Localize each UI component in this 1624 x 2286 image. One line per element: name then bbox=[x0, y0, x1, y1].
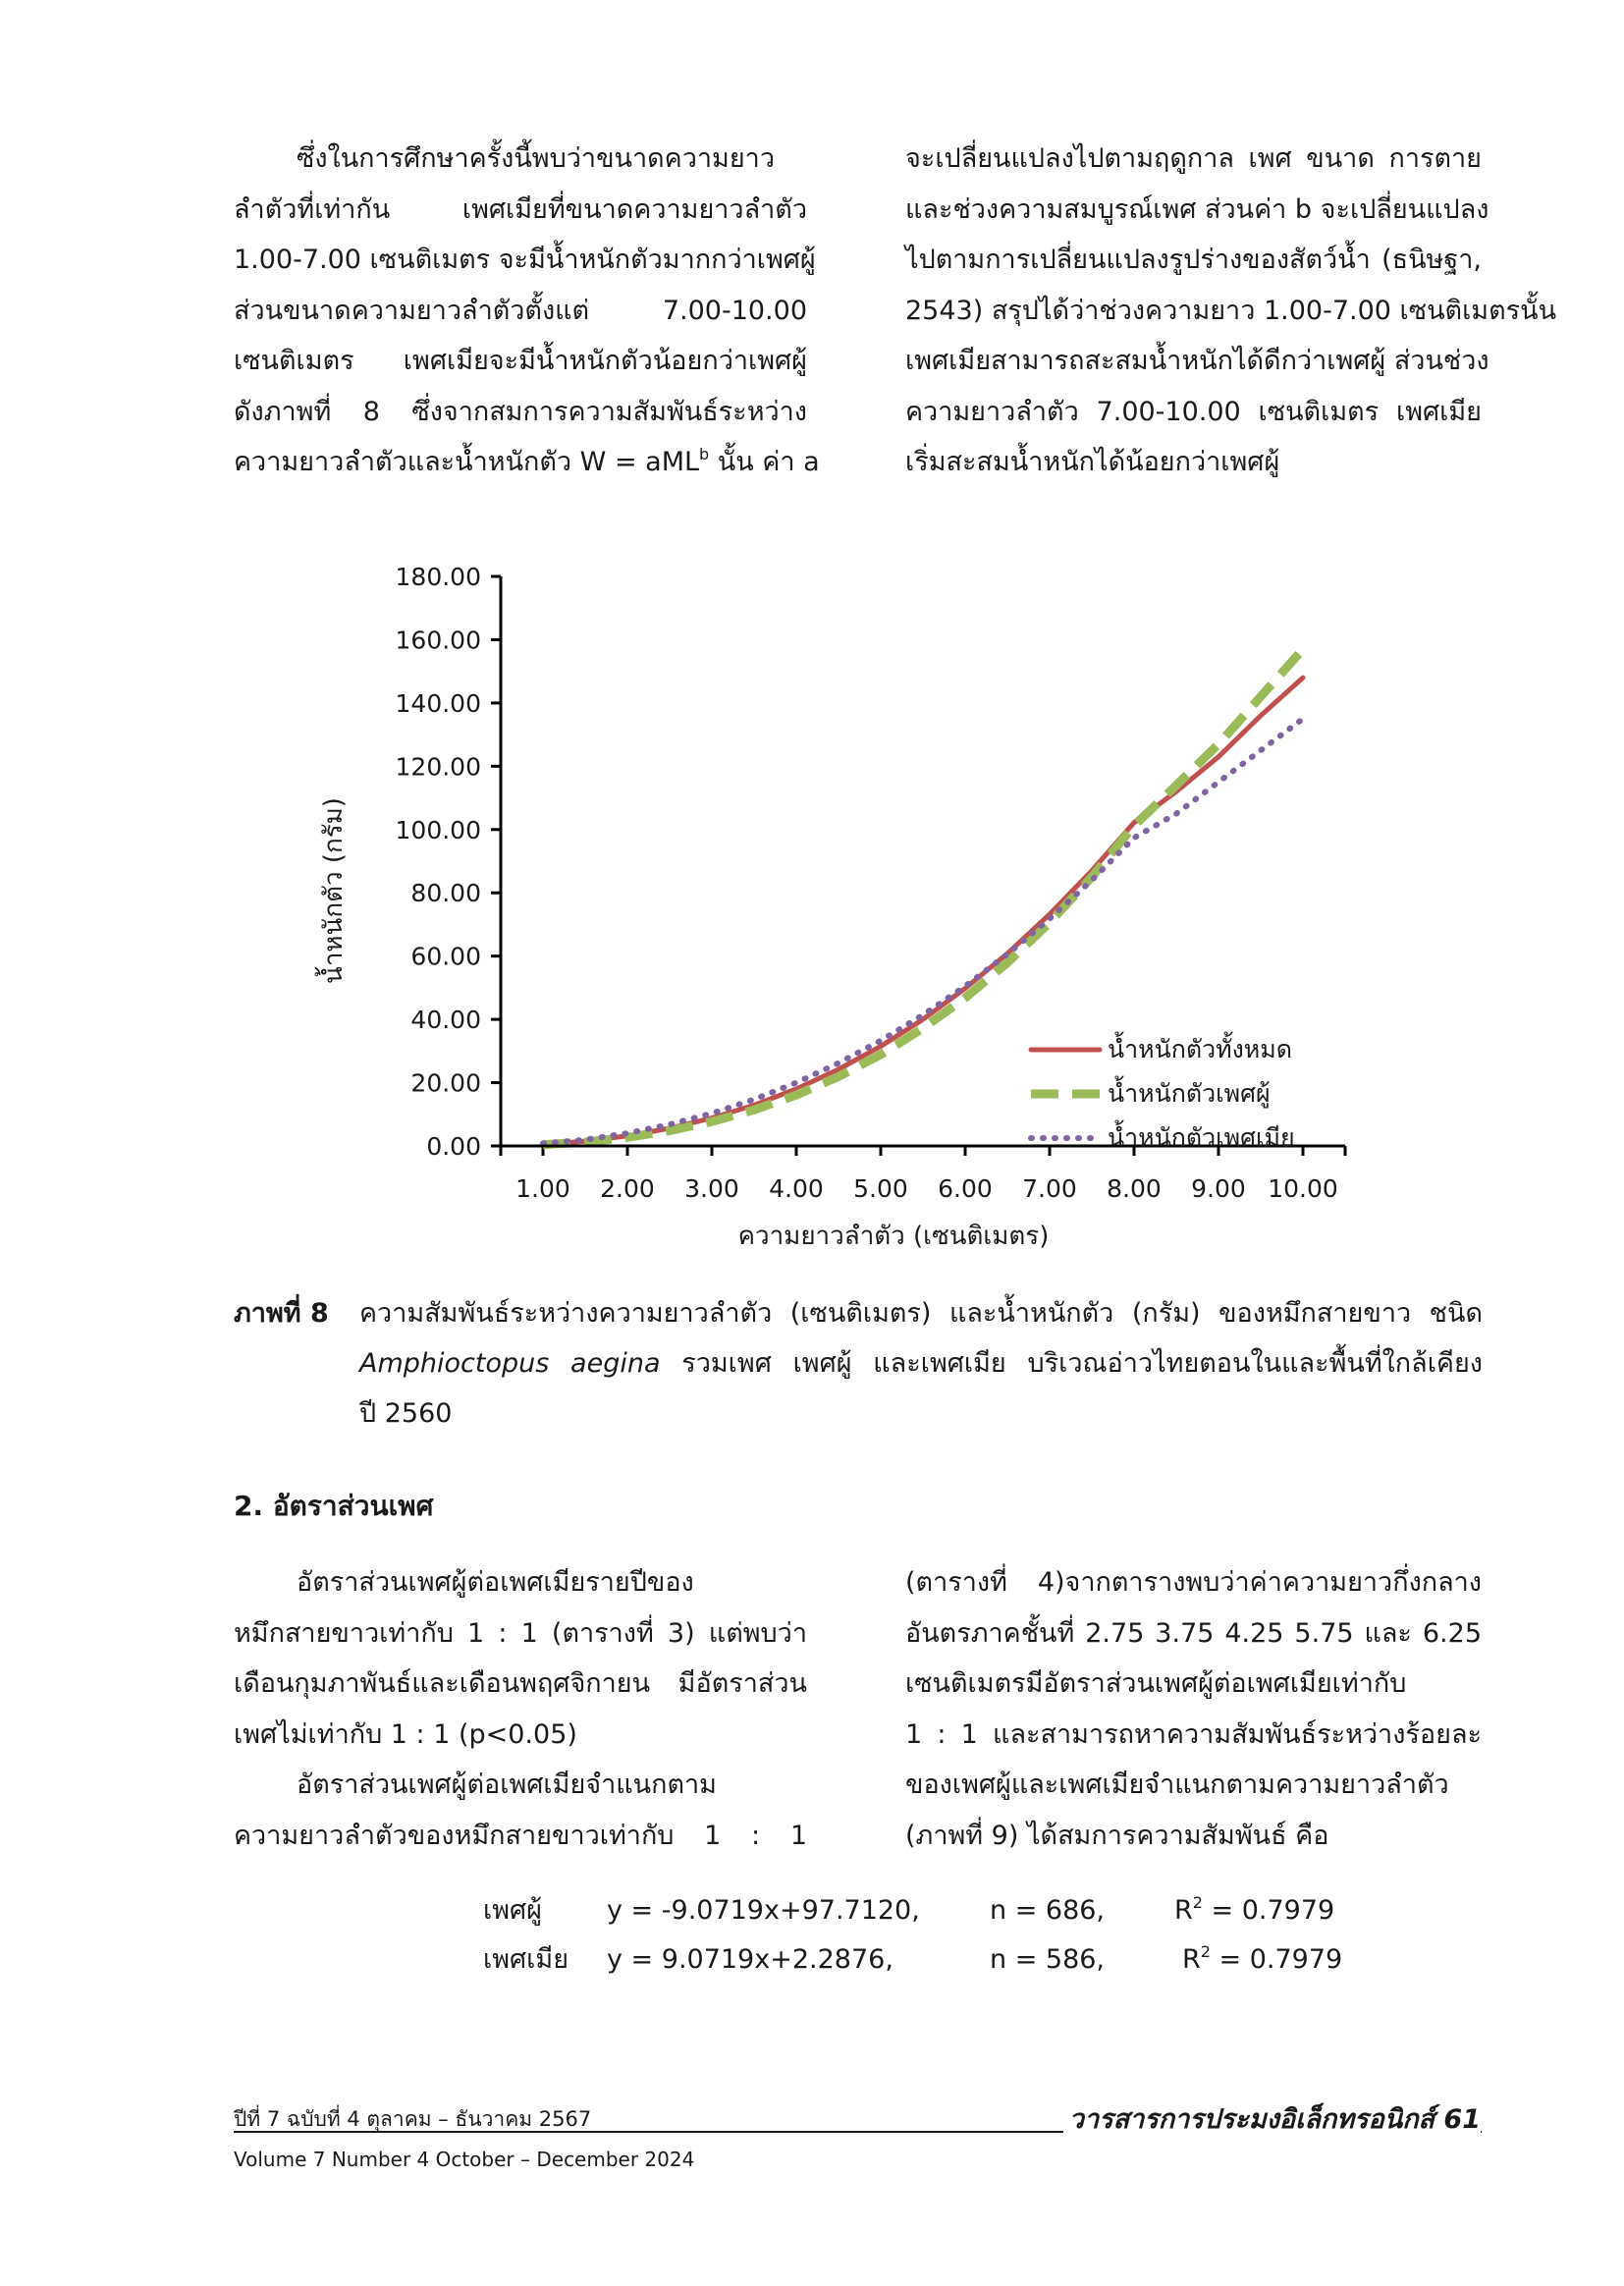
superscript: 2 bbox=[1200, 1942, 1211, 1961]
text-line: จะเปลี่ยนแปลงไปตามฤดูกาล เพศ ขนาด การตาย bbox=[905, 143, 1482, 174]
text-line-equation bbox=[234, 437, 820, 488]
superscript: 2 bbox=[1192, 1893, 1203, 1912]
y-tick-label: 40.00 bbox=[410, 1006, 481, 1035]
caption-line: ปี 2560 bbox=[359, 1398, 453, 1429]
r2-value: = 0.7979 bbox=[1210, 1944, 1343, 1975]
text-fragment: ความยาวลำตัวและน้ำหนักตัว W = aML bbox=[234, 447, 700, 477]
superscript: b bbox=[699, 445, 710, 463]
y-tick-label: 100.00 bbox=[395, 815, 481, 844]
y-axis-label: น้ำหนักตัว (กรัม) bbox=[319, 797, 349, 984]
r2-symbol: R bbox=[1174, 1895, 1193, 1926]
footer-volume: Volume 7 Number 4 October – December 2024 bbox=[234, 2148, 695, 2171]
paragraph-left-bottom bbox=[234, 1557, 807, 1861]
x-tick-label: 9.00 bbox=[1191, 1174, 1246, 1203]
x-tick-label: 3.00 bbox=[684, 1174, 739, 1203]
text-line: ความยาวลำตัว 7.00-10.00 เซนติเมตร เพศเมีย bbox=[905, 396, 1482, 427]
y-tick-label: 180.00 bbox=[395, 563, 481, 591]
equation-formula: y = 9.0719x+2.2876, bbox=[607, 1944, 893, 1975]
species-name: Amphioctopus aegina bbox=[359, 1348, 661, 1379]
y-tick-label: 140.00 bbox=[395, 688, 481, 718]
text-line: ความยาวลำตัวของหมึกสายขาวเท่ากับ 1 : 1 bbox=[234, 1820, 807, 1851]
text-line: ส่วนขนาดความยาวลำตัวตั้งแต่ 7.00-10.00 bbox=[234, 295, 807, 326]
text-line: ซึ่งในการศึกษาครั้งนี้พบว่าขนาดความยาว bbox=[297, 143, 776, 174]
equation-r2 bbox=[1174, 1885, 1334, 1936]
x-tick-label: 7.00 bbox=[1022, 1174, 1077, 1203]
legend-label: น้ำหนักตัวเพศผู้ bbox=[1108, 1079, 1271, 1108]
series-layer bbox=[543, 649, 1303, 1145]
text-line: ของเพศผู้และเพศเมียจำแนกตามความยาวลำตัว bbox=[905, 1769, 1449, 1800]
y-tick-label: 60.00 bbox=[410, 942, 481, 971]
text-line: เริ่มสะสมน้ำหนักได้น้อยกว่าเพศผู้ bbox=[905, 447, 1280, 477]
y-tick-label: 120.00 bbox=[395, 752, 481, 782]
series-line-1 bbox=[543, 649, 1303, 1145]
caption-text: รวมเพศ เพศผู้ และเพศเมีย บริเวณอ่าวไทยตอนในและพื้นที่ใกล้เคียง bbox=[660, 1348, 1483, 1379]
equation-label: เพศเมีย bbox=[483, 1944, 569, 1975]
paragraph-left-top bbox=[234, 134, 820, 488]
y-tick-label: 0.00 bbox=[426, 1132, 481, 1161]
text-line: เพศเมียสามารถสะสมน้ำหนักได้ดีกว่าเพศผู้ ส่วนช่วง bbox=[905, 346, 1489, 376]
text-line: อัตราส่วนเพศผู้ต่อเพศเมียจำแนกตาม bbox=[297, 1769, 717, 1800]
caption-line: ความสัมพันธ์ระหว่างความยาวลำตัว (เซนติเมตร) และน้ำหนักตัว (กรัม) ของหมึกสายขาว ชนิด bbox=[359, 1298, 1483, 1329]
text-line: หมึกสายขาวเท่ากับ 1 : 1 (ตารางที่ 3) แต่พบว่า bbox=[234, 1617, 807, 1649]
equation-r2 bbox=[1182, 1934, 1342, 1986]
paragraph-right-top bbox=[905, 134, 1557, 488]
x-tick-label: 2.00 bbox=[600, 1174, 655, 1203]
x-tick-label: 1.00 bbox=[515, 1174, 570, 1203]
equation-n: n = 586, bbox=[990, 1944, 1106, 1975]
section-heading: 2. อัตราส่วนเพศ bbox=[234, 1490, 434, 1522]
x-tick-label: 5.00 bbox=[853, 1174, 908, 1203]
series-line-0 bbox=[543, 678, 1303, 1144]
footer-journal-title: วารสารการประมงอิเล็กทรอนิกส์ 61 bbox=[1063, 2097, 1481, 2140]
footer-issue: ปีที่ 7 ฉบับที่ 4 ตุลาคม – ธันวาคม 2567 bbox=[234, 2107, 592, 2131]
y-tick-label: 160.00 bbox=[395, 626, 481, 655]
text-line: ลำตัวที่เท่ากัน เพศเมียที่ขนาดความยาวลำตัว bbox=[234, 193, 807, 225]
text-fragment: นั้น ค่า a bbox=[709, 447, 820, 477]
x-tick-label: 10.00 bbox=[1268, 1174, 1338, 1203]
x-axis-ticks bbox=[501, 1146, 1345, 1203]
x-tick-label: 4.00 bbox=[769, 1174, 824, 1203]
chart-legend bbox=[1031, 1031, 1295, 1152]
text-line: ไปตามการเปลี่ยนแปลงรูปร่างของสัตว์น้ำ (ธนิษฐา, bbox=[905, 245, 1482, 275]
equation-label: เพศผู้ bbox=[483, 1895, 542, 1926]
y-tick-label: 80.00 bbox=[410, 879, 481, 908]
r2-symbol: R bbox=[1182, 1944, 1201, 1975]
x-tick-label: 6.00 bbox=[938, 1174, 993, 1203]
text-line: (ตารางที่ 4)จากตารางพบว่าค่าความยาวกึ่งกลาง bbox=[905, 1567, 1482, 1598]
x-axis-label: ความยาวลำตัว (เซนติเมตร) bbox=[737, 1222, 1050, 1251]
text-line: เพศไม่เท่ากับ 1 : 1 (p<0.05) bbox=[234, 1718, 577, 1750]
caption-line bbox=[359, 1338, 1483, 1388]
legend-label: น้ำหนักตัวเพศเมีย bbox=[1108, 1123, 1295, 1152]
equation-row-male bbox=[0, 1885, 1624, 1936]
y-axis-ticks bbox=[396, 563, 501, 1161]
caption-label: ภาพที่ 8 bbox=[234, 1298, 329, 1329]
legend-label: น้ำหนักตัวทั้งหมด bbox=[1108, 1035, 1292, 1063]
equation-n: n = 686, bbox=[990, 1895, 1106, 1926]
equation-row-female bbox=[0, 1934, 1624, 1986]
y-tick-label: 20.00 bbox=[410, 1068, 481, 1098]
text-line: อัตราส่วนเพศผู้ต่อเพศเมียรายปีของ bbox=[297, 1567, 694, 1598]
equation-formula: y = -9.0719x+97.7120, bbox=[607, 1895, 920, 1926]
figure-caption bbox=[234, 1288, 1483, 1439]
weight-length-chart bbox=[275, 545, 1375, 1252]
text-line: เซนติเมตร เพศเมียจะมีน้ำหนักตัวน้อยกว่าเพศผู้ bbox=[234, 346, 807, 376]
text-line: อันตรภาคชั้นที่ 2.75 3.75 4.25 5.75 และ 6.25 bbox=[905, 1617, 1482, 1649]
text-line: เดือนกุมภาพันธ์และเดือนพฤศจิกายน มีอัตราส่วน bbox=[234, 1668, 807, 1699]
text-line: และช่วงความสมบูรณ์เพศ ส่วนค่า b จะเปลี่ยนแปลง bbox=[905, 193, 1489, 225]
paragraph-right-bottom bbox=[905, 1557, 1482, 1861]
text-line: 1.00-7.00 เซนติเมตร จะมีน้ำหนักตัวมากกว่าเพศผู้ bbox=[234, 245, 816, 275]
x-tick-label: 8.00 bbox=[1107, 1174, 1162, 1203]
r2-value: = 0.7979 bbox=[1202, 1895, 1335, 1926]
text-line: 2543) สรุปได้ว่าช่วงความยาว 1.00-7.00 เซนติเมตรนั้น bbox=[905, 295, 1557, 326]
text-line: (ภาพที่ 9) ได้สมการความสัมพันธ์ คือ bbox=[905, 1820, 1329, 1851]
text-line: 1 : 1 และสามารถหาความสัมพันธ์ระหว่างร้อยละ bbox=[905, 1718, 1482, 1750]
footer-divider bbox=[234, 2131, 1113, 2133]
text-line: เซนติเมตรมีอัตราส่วนเพศผู้ต่อเพศเมียเท่ากับ bbox=[905, 1668, 1407, 1699]
text-line: ดังภาพที่ 8 ซึ่งจากสมการความสัมพันธ์ระหว่าง bbox=[234, 396, 807, 427]
caption-body bbox=[359, 1288, 1483, 1439]
regression-equations bbox=[0, 1885, 1624, 1993]
